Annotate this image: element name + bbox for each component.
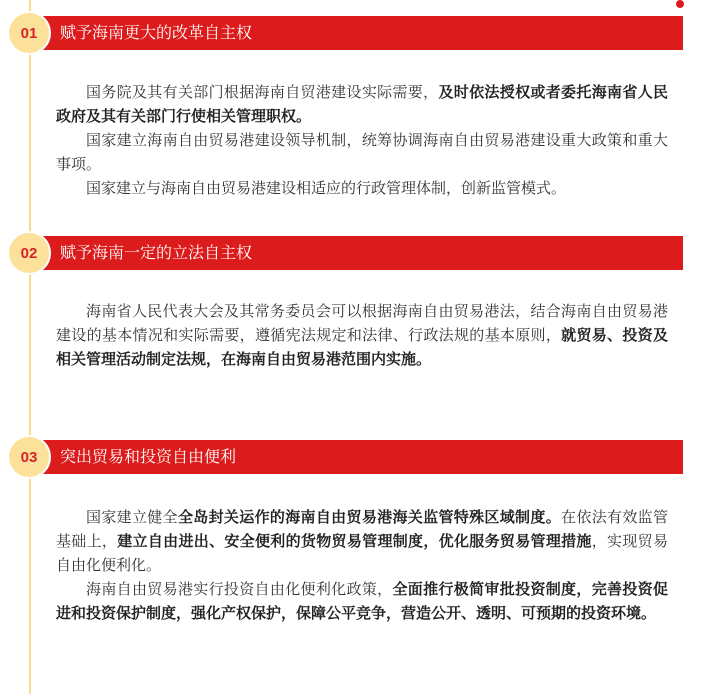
section-2-title: 赋予海南一定的立法自主权 bbox=[60, 243, 253, 262]
text-run: ，实现贸易自由化便利化。 bbox=[56, 532, 668, 574]
section-2-header-bar bbox=[28, 236, 683, 270]
section-3-paragraph-2 bbox=[56, 577, 668, 625]
bold-text-run: 全岛封关运作的海南自由贸易港海关监管特殊区域制度。 bbox=[177, 508, 562, 526]
text-run: 国家建立与海南自由贸易港建设相适应的行政管理体制，创新监管模式。 bbox=[86, 179, 567, 197]
section-1-number: 01 bbox=[20, 24, 38, 42]
section-3-number-badge bbox=[7, 435, 51, 479]
section-1-header-bar bbox=[28, 16, 683, 50]
section-1-number-badge bbox=[7, 11, 51, 55]
bold-text-run: 及时依法授权或者委托海南省人民政府及其有关部门行使相关管理职权。 bbox=[56, 83, 668, 125]
section-2-number: 02 bbox=[20, 244, 38, 262]
section-3-number: 03 bbox=[20, 448, 38, 466]
text-run: 在依法有效监管基础上， bbox=[56, 508, 668, 550]
text-run: 海南省人民代表大会及其常务委员会可以根据海南自由贸易港法，结合海南自由贸易港建设的基本情况和实际需要，遵循宪法规定和法律、行政法规的基本原则， bbox=[56, 302, 668, 344]
text-run: 国务院及其有关部门根据海南自贸港建设实际需要， bbox=[86, 83, 439, 101]
section-3-title: 突出贸易和投资自由便利 bbox=[60, 447, 237, 466]
section-1-paragraph-1 bbox=[56, 80, 668, 128]
section-1-paragraph-3 bbox=[56, 176, 668, 200]
section-3-header-bar bbox=[28, 440, 683, 474]
section-2-number-badge bbox=[7, 231, 51, 275]
timeline-line bbox=[29, 0, 31, 694]
text-run: 国家建立海南自由贸易港建设领导机制，统筹协调海南自由贸易港建设重大政策和重大事项。 bbox=[56, 131, 668, 173]
bold-text-run: 就贸易、投资及相关管理活动制定法规，在海南自由贸易港范围内实施。 bbox=[56, 326, 668, 368]
text-run: 海南自由贸易港实行投资自由化便利化政策， bbox=[86, 580, 393, 598]
section-3-paragraph-1 bbox=[56, 505, 668, 577]
section-1-body bbox=[56, 80, 668, 200]
bold-text-run: 全面推行极简审批投资制度，完善投资促进和投资保护制度，强化产权保护，保障公平竞争，营造公开、透明、可预期的投资环境。 bbox=[56, 580, 668, 622]
text-run: 国家建立健全 bbox=[86, 508, 178, 526]
section-3-body bbox=[56, 505, 668, 625]
bold-text-run: 建立自由进出、安全便利的货物贸易管理制度，优化服务贸易管理措施 bbox=[117, 532, 592, 550]
section-2-paragraph-1 bbox=[56, 299, 668, 371]
top-red-dot bbox=[676, 0, 684, 8]
section-2-body bbox=[56, 299, 668, 371]
section-1-title: 赋予海南更大的改革自主权 bbox=[60, 23, 253, 42]
section-1-paragraph-2 bbox=[56, 128, 668, 176]
